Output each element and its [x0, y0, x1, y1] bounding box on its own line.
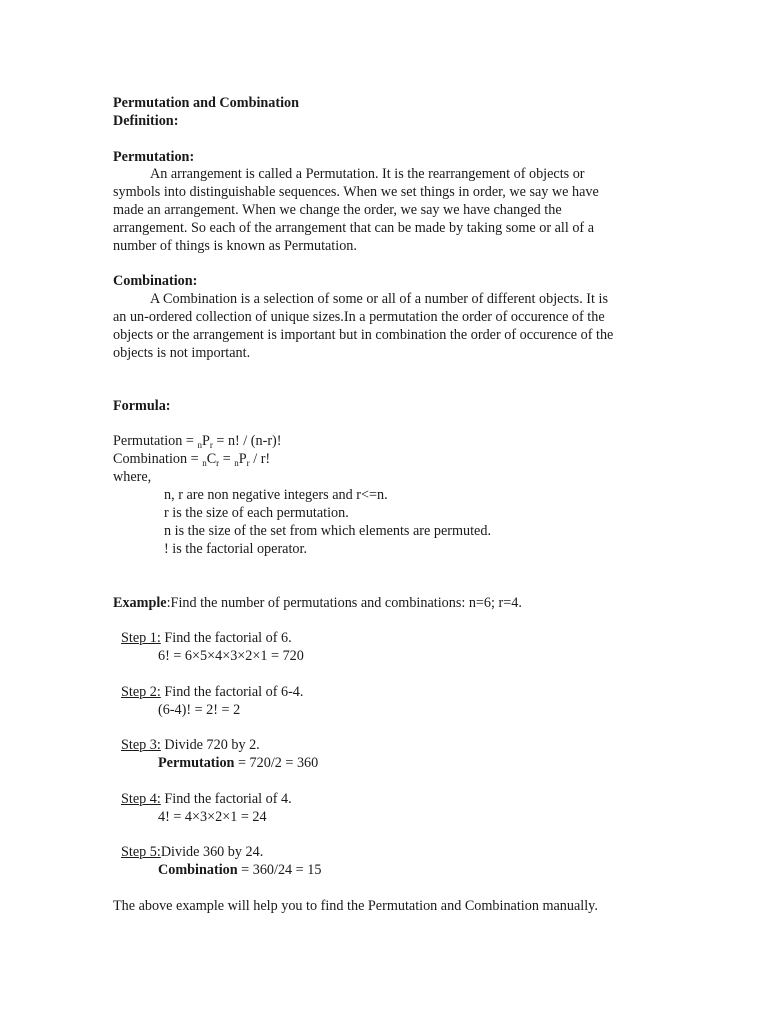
formula-heading: Formula: — [113, 398, 171, 414]
example-line — [113, 594, 522, 612]
step-label: Step 1: — [121, 630, 161, 646]
document-title: Permutation and Combination — [113, 95, 300, 111]
combination-paragraph-line: an un-ordered collection of unique sizes.In a permutation the order of occurence of the — [113, 309, 605, 325]
example-label: Example — [113, 595, 167, 611]
step-1 — [121, 629, 292, 647]
step-4 — [121, 790, 292, 808]
step-3 — [121, 736, 260, 754]
conclusion-text: The above example will help you to find the Permutation and Combination manually. — [113, 898, 598, 914]
step-3-result: Permutation = 720/2 = 360 — [158, 755, 319, 771]
combination-heading: Combination: — [113, 273, 198, 289]
combination-paragraph-line: A Combination is a selection of some or all of a number of different objects. It is — [150, 291, 608, 307]
combination-result-label: Combination — [158, 862, 238, 878]
permutation-paragraph-line: An arrangement is called a Permutation. It is the rearrangement of objects or — [150, 166, 585, 182]
permutation-paragraph-line: symbols into distinguishable sequences. When we set things in order, we say we have — [113, 184, 599, 200]
example-text: :Find the number of permutations and combinations: n=6; r=4. — [166, 595, 522, 611]
formula-note: ! is the factorial operator. — [164, 541, 307, 557]
step-label: Step 3: — [121, 737, 161, 753]
permutation-paragraph-line: arrangement. So each of the arrangement that can be made by taking some or all of a — [113, 220, 594, 236]
combination-formula: Combination = $_nC_r = _nP_r / r$! — [113, 451, 271, 468]
step-1-result: 6! = 6×5×4×3×2×1 = 720 — [158, 648, 304, 664]
permutation-formula: Permutation = $_nP_r = n$! / (n-r)! — [113, 433, 282, 450]
permutation-heading: Permutation: — [113, 149, 195, 165]
formula-note: n is the size of the set from which elements are permuted. — [164, 523, 491, 539]
step-text: Divide 360 by 24. — [160, 844, 264, 860]
permutation-result-label: Permutation — [158, 755, 235, 771]
definition-heading: Definition: — [113, 113, 179, 129]
permutation-paragraph-line: number of things is known as Permutation. — [113, 238, 357, 254]
formula-note: n, r are non negative integers and r<=n. — [164, 487, 388, 503]
step-4-result: 4! = 4×3×2×1 = 24 — [158, 809, 267, 825]
step-label: Step 5: — [121, 844, 161, 860]
step-5-result: Combination = 360/24 = 15 — [158, 862, 322, 878]
step-2-result: (6-4)! = 2! = 2 — [158, 702, 241, 718]
step-label: Step 4: — [121, 791, 161, 807]
combination-paragraph-line: objects is not important. — [113, 345, 251, 361]
step-label: Step 2: — [121, 684, 161, 700]
where-label: where, — [113, 469, 152, 485]
permutation-paragraph-line: made an arrangement. When we change the order, we say we have changed the — [113, 202, 562, 218]
step-text: Find the factorial of 6-4. — [160, 684, 304, 700]
step-text: Find the factorial of 6. — [160, 630, 292, 646]
step-2 — [121, 683, 303, 701]
step-text: Divide 720 by 2. — [160, 737, 260, 753]
formula-note: r is the size of each permutation. — [164, 505, 349, 521]
combination-paragraph-line: objects or the arrangement is important but in combination the order of occurence of the — [113, 327, 614, 343]
step-5 — [121, 843, 263, 861]
step-text: Find the factorial of 4. — [160, 791, 292, 807]
